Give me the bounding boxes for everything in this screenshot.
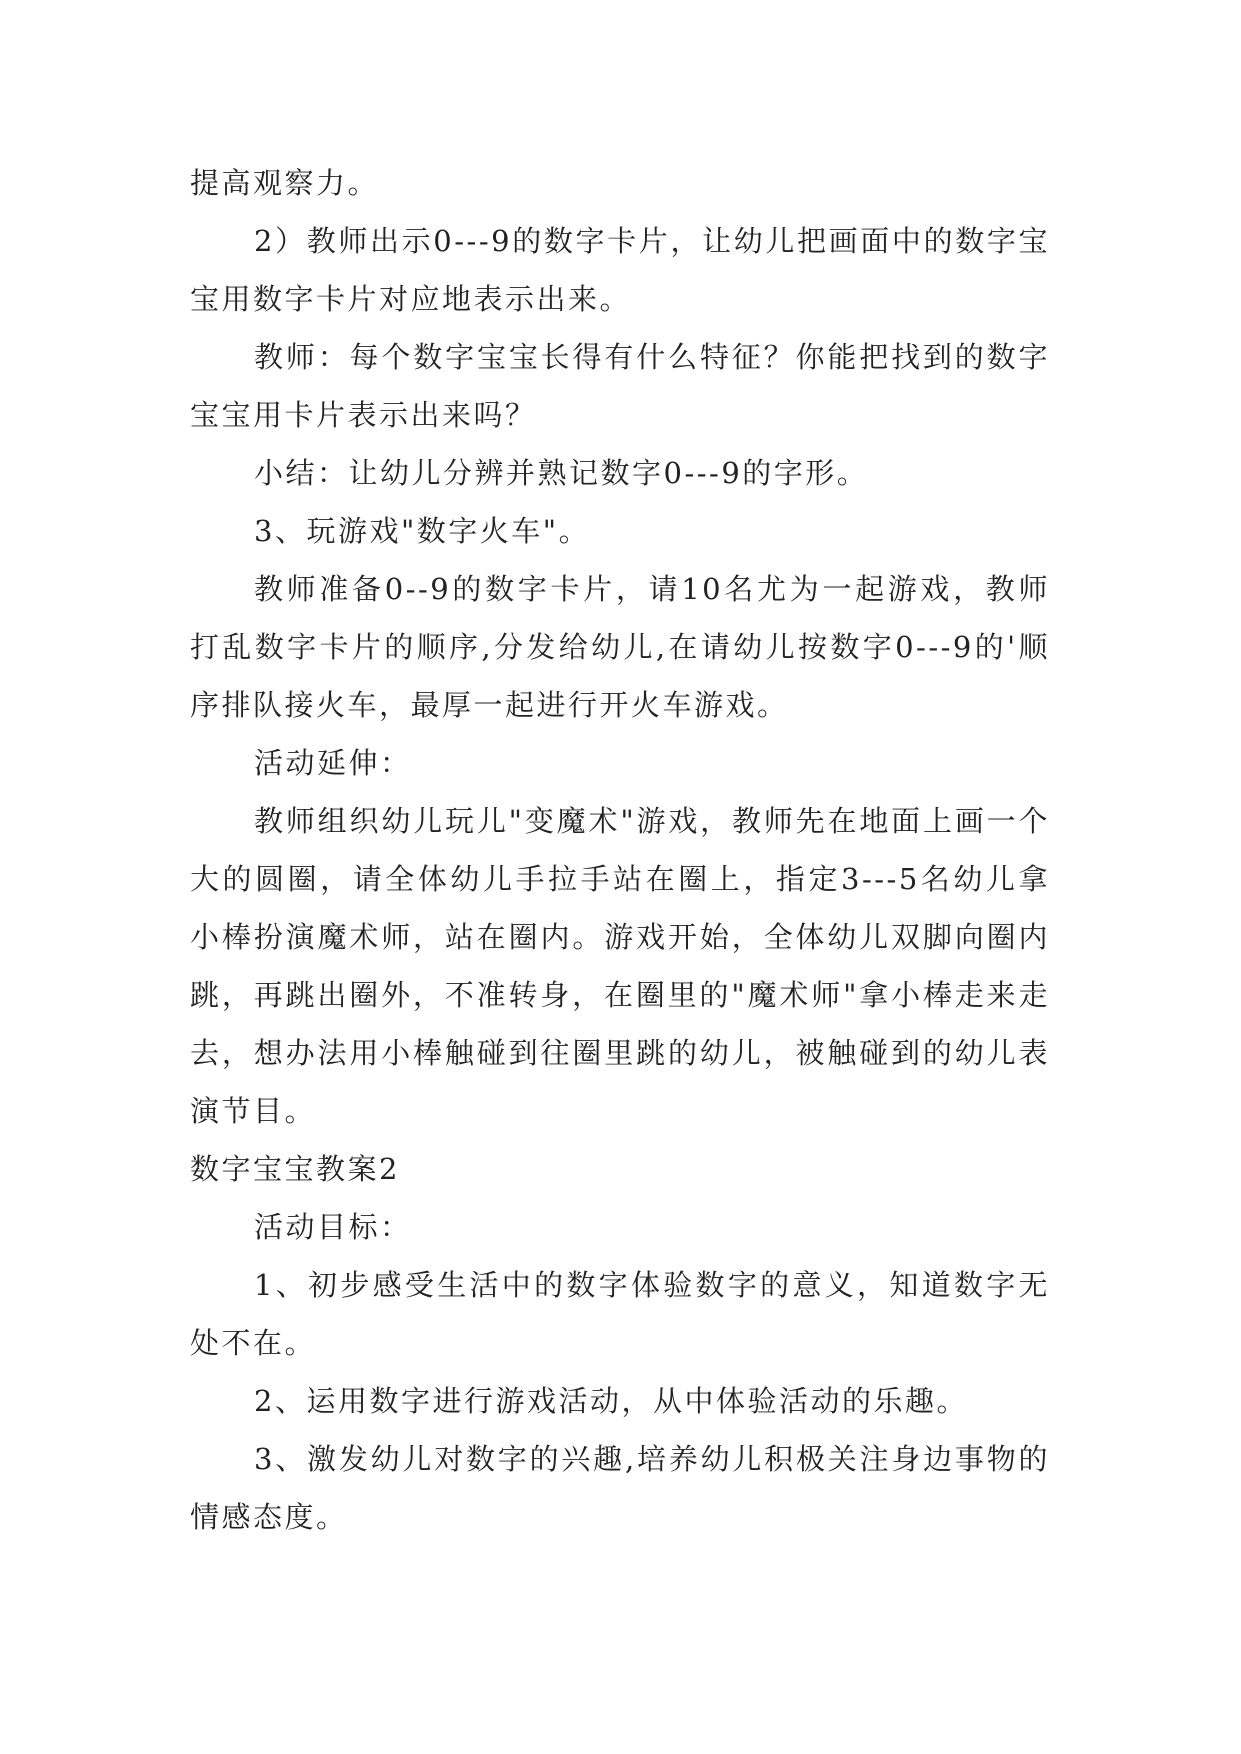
paragraph-step-3: 3、玩游戏"数字火车"。: [254, 514, 591, 548]
paragraph-continuation: 提高观察力。: [190, 166, 380, 200]
section-title: 数字宝宝教案2: [190, 1152, 400, 1186]
paragraph-summary: 小结：让幼儿分辨并熟记数字0---9的字形。: [254, 456, 869, 490]
paragraph-goal-2: 2、运用数字进行游戏活动，从中体验活动的乐趣。: [254, 1384, 968, 1418]
document-body: [190, 154, 1050, 1546]
paragraph-teacher-question: 教师：每个数字宝宝长得有什么特征？你能把找到的数字宝宝用卡片表示出来吗？: [190, 340, 1050, 432]
paragraph-goals-heading: 活动目标：: [254, 1210, 412, 1244]
paragraph-goal-3: 3、激发幼儿对数字的兴趣,培养幼儿积极关注身边事物的情感态度。: [190, 1442, 1050, 1534]
paragraph-extension-body: 教师组织幼儿玩儿"变魔术"游戏，教师先在地面上画一个大的圆圈，请全体幼儿手拉手站在圈上，指定3---5名幼儿拿小棒扮演魔术师，站在圈内。游戏开始，全体幼儿双脚向圈内跳，再跳出圈外，不准转身，在圈里的"魔术师"拿小棒走来走去，想办法用小棒触碰到往圈里跳的幼儿，被触碰到的幼儿表演节目。: [190, 804, 1050, 1128]
paragraph-goal-1: 1、初步感受生活中的数字体验数字的意义，知道数字无处不在。: [190, 1268, 1050, 1360]
paragraph-game-instructions: 教师准备0--9的数字卡片，请10名尤为一起游戏，教师打乱数字卡片的顺序,分发给幼儿,在请幼儿按数字0---9的'顺序排队接火车，最厚一起进行开火车游戏。: [190, 572, 1050, 722]
paragraph-extension-heading: 活动延伸：: [254, 746, 412, 780]
paragraph-step-2: 2）教师出示0---9的数字卡片，让幼儿把画面中的数字宝宝用数字卡片对应地表示出来。: [190, 224, 1050, 316]
